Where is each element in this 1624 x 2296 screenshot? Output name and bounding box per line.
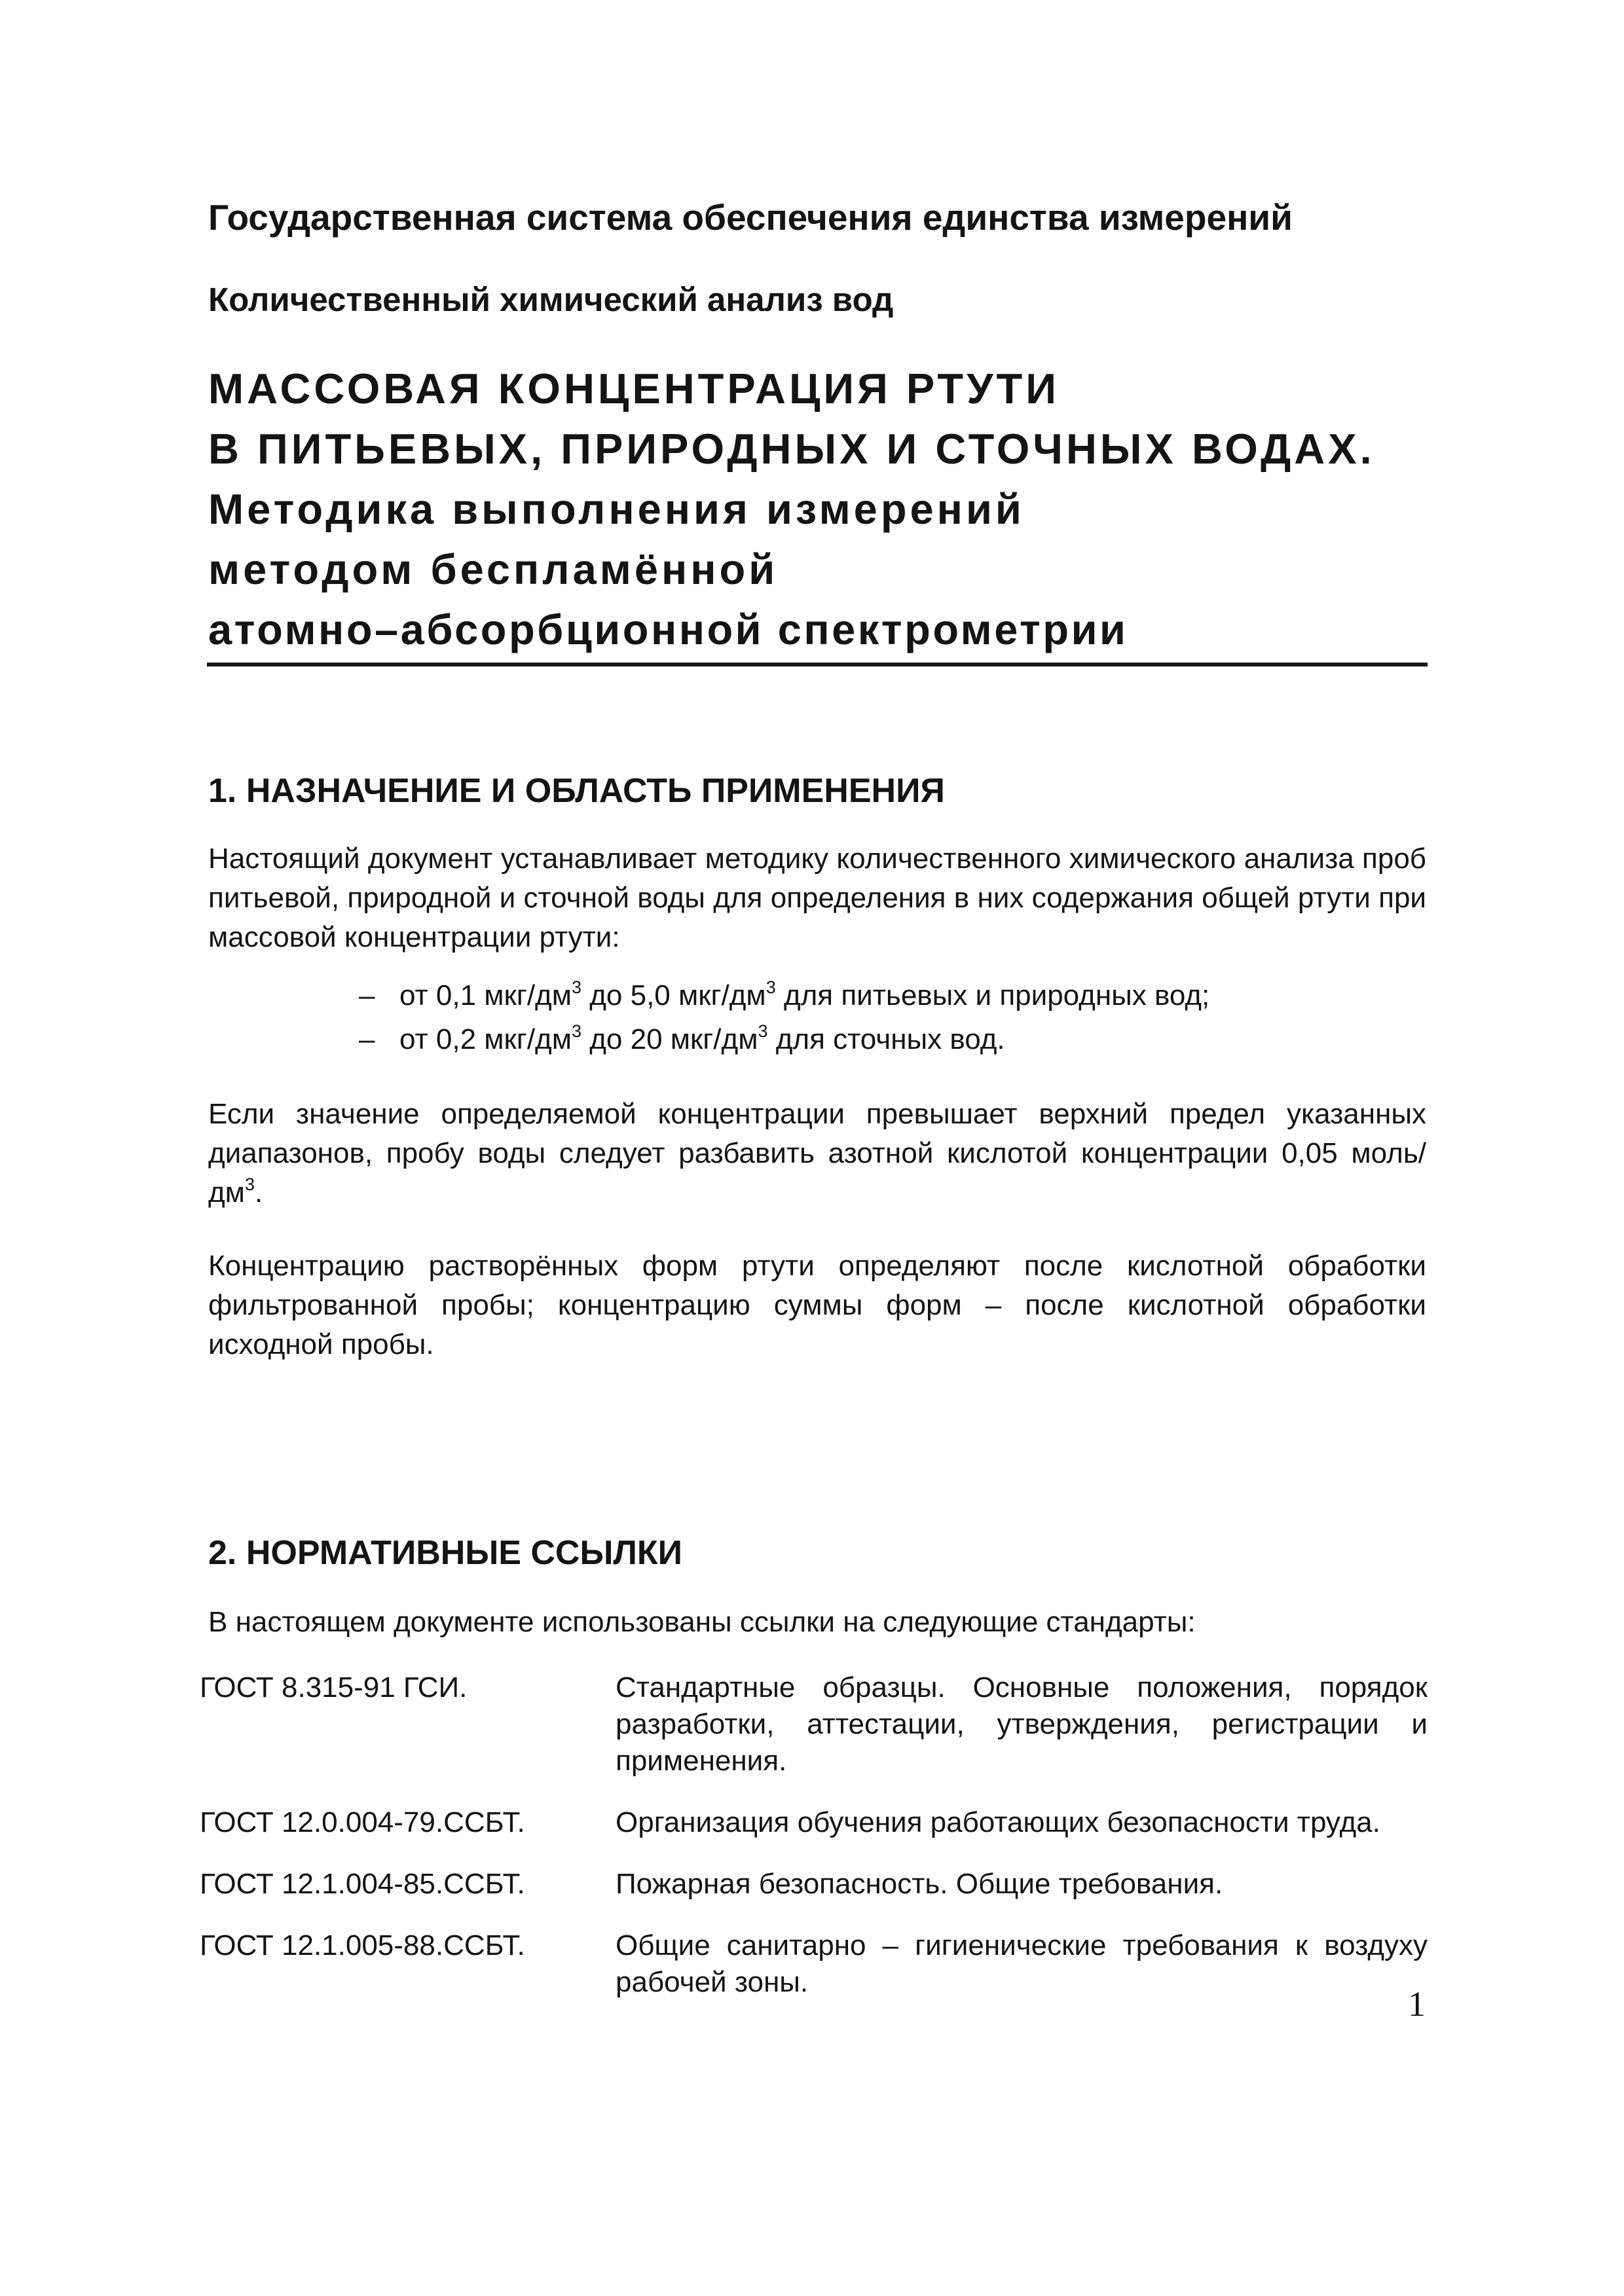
bullet-dash: – [359, 979, 375, 1011]
page-number: 1 [1408, 1984, 1426, 2024]
title-divider [207, 663, 1428, 666]
reference-title: Пожарная безопасность. Общие требования. [616, 1868, 1223, 1900]
dilution-paragraph: Если значение определяемой концентрации превышает верхний предел указанных диапазонов, пробу воды следует разбавить азотной кислотой концентрации 0,05 моль/$дм^3$. [208, 1098, 1426, 1209]
reference-code: ГОСТ 8.315-91 ГСИ. [200, 1671, 468, 1704]
reference-row [200, 1669, 1428, 1779]
reference-title: Стандартные образцы. Основные положения, порядок разработки, аттестации, утверждения, регистрации и применения. [616, 1671, 1428, 1777]
section-2-heading: 2. НОРМАТИВНЫЕ ССЫЛКИ [208, 1534, 682, 1572]
title-line: Методика выполнения измерений [208, 485, 1025, 533]
reference-row [200, 1866, 1428, 1903]
reference-code: ГОСТ 12.1.005-88.ССБТ. [200, 1929, 525, 1961]
title-line: В ПИТЬЕВЫХ, ПРИРОДНЫХ И СТОЧНЫХ ВОДАХ. [208, 425, 1375, 473]
reference-code: ГОСТ 12.1.004-85.ССБТ. [200, 1868, 525, 1900]
reference-title: Общие санитарно – гигиенические требования к воздуху рабочей зоны. [616, 1929, 1428, 1998]
standards-reference-list [200, 1669, 1428, 2026]
dissolved-forms-paragraph: Концентрацию растворённых форм ртути определяют после кислотной обработки фильтрованной пробы; концентрацию суммы форм – после кислотной обработки исходной пробы. [208, 1250, 1426, 1360]
subject-header: Количественный химический анализ вод [208, 281, 894, 318]
document-title [208, 359, 1375, 660]
section-1-intro: Настоящий документ устанавливает методику количественного химического анализа проб питьевой, природной и сточной воды для определения в них содержания общей ртути при массовой концентрации ртути: [208, 843, 1426, 953]
list-item: – от 0,2 мкг/$дм^3$ до 20 мкг/$дм^3$ для сточных вод. [359, 1019, 1209, 1063]
title-line: методом беспламённой [208, 545, 779, 593]
reference-row [200, 1927, 1428, 2001]
system-header: Государственная система обеспечения единства измерений [208, 197, 1293, 238]
reference-row [200, 1804, 1428, 1841]
title-line: МАССОВАЯ КОНЦЕНТРАЦИЯ РТУТИ [208, 365, 1060, 412]
list-item: – от 0,1 мкг/$дм^3$ до 5,0 мкг/$дм^3$ для питьевых и природных вод; [359, 975, 1209, 1019]
reference-title: Организация обучения работающих безопасности труда. [616, 1806, 1380, 1838]
reference-code: ГОСТ 12.0.004-79.ССБТ. [200, 1806, 525, 1838]
bullet-dash: – [359, 1023, 375, 1055]
concentration-range-list [359, 975, 1209, 1063]
section-2-intro: В настоящем документе использованы ссылки на следующие стандарты: [208, 1606, 1196, 1638]
section-1-heading: 1. НАЗНАЧЕНИЕ И ОБЛАСТЬ ПРИМЕНЕНИЯ [208, 772, 945, 810]
title-line: атомно–абсорбционной спектрометрии [208, 606, 1128, 653]
